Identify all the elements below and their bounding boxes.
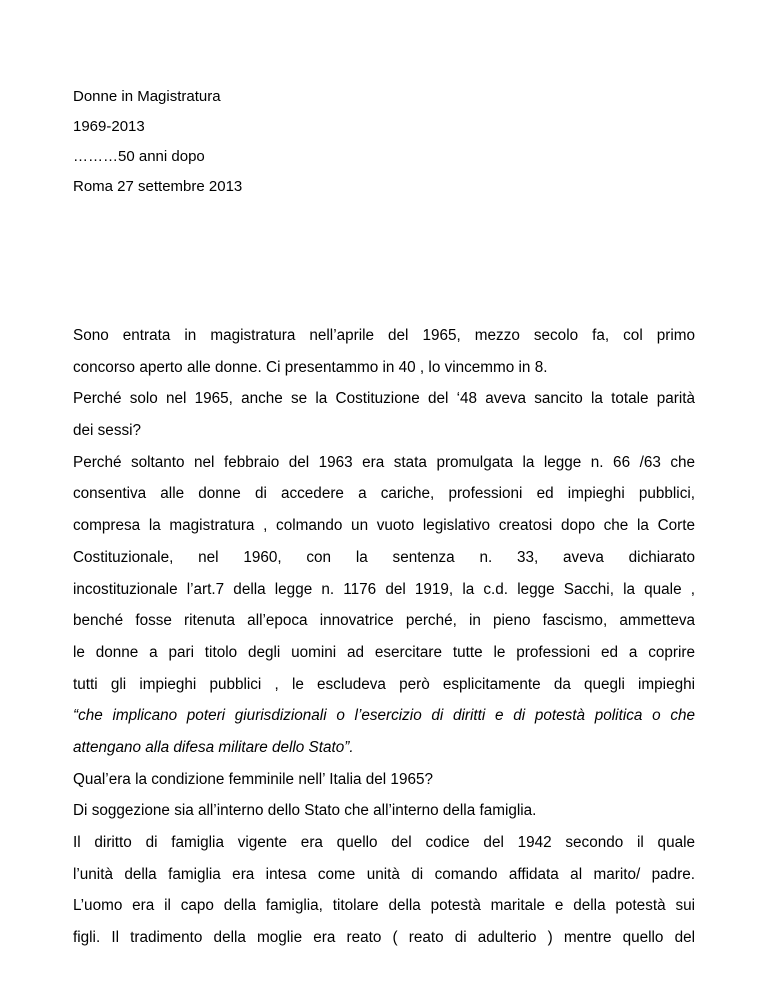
document-years: 1969-2013 xyxy=(73,118,145,135)
body-line: tutti gli impieghi pubblici , le escludeva però esplicitamente da quegli impieghi xyxy=(73,675,695,693)
body-line: Costituzionale, nel 1960, con la sentenza n. 33, aveva dichiarato xyxy=(73,548,695,566)
body-line-quote: “che implicano poteri giurisdizionali o l’esercizio di diritti e di potestà politica o che xyxy=(73,707,695,725)
document-title: Donne in Magistratura xyxy=(73,88,221,105)
body-line: dei sessi? xyxy=(73,422,142,440)
body-line: l’unità della famiglia era intesa come unità di comando affidata al marito/ padre. xyxy=(73,865,695,883)
document-body xyxy=(73,320,695,954)
body-line: Perché soltanto nel febbraio del 1963 era stata promulgata la legge n. 66 /63 che xyxy=(73,453,695,471)
body-line: le donne a pari titolo degli uomini ad esercitare tutte le professioni ed a coprire xyxy=(73,643,695,661)
body-line: compresa la magistratura , colmando un vuoto legislativo creatosi dopo che la Corte xyxy=(73,517,695,535)
body-line: benché fosse ritenuta all’epoca innovatrice perché, in pieno fascismo, ammetteva xyxy=(73,612,695,630)
document-header xyxy=(73,82,693,202)
document-place-date: Roma 27 settembre 2013 xyxy=(73,178,243,195)
body-line: consentiva alle donne di accedere a cariche, professioni ed impieghi pubblici, xyxy=(73,485,695,503)
body-line: Perché solo nel 1965, anche se la Costituzione del ‘48 aveva sancito la totale parità xyxy=(73,390,695,408)
body-line: Il diritto di famiglia vigente era quello del codice del 1942 secondo il quale xyxy=(73,834,695,851)
body-line-quote: attengano alla difesa militare dello Stato”. xyxy=(73,738,354,756)
body-line: incostituzionale l’art.7 della legge n. 1176 del 1919, la c.d. legge Sacchi, la quale , xyxy=(73,580,695,598)
body-line: Sono entrata in magistratura nell’aprile del 1965, mezzo secolo fa, col primo xyxy=(73,327,695,344)
body-line: concorso aperto alle donne. Ci presentammo in 40 , lo vincemmo in 8. xyxy=(73,358,548,376)
body-line: Qual’era la condizione femminile nell’ Italia del 1965? xyxy=(73,770,433,788)
body-line: Di soggezione sia all’interno dello Stato che all’interno della famiglia. xyxy=(73,802,537,820)
body-line: L’uomo era il capo della famiglia, titolare della potestà maritale e della potestà sui xyxy=(73,897,695,915)
document-subtitle: ………50 anni dopo xyxy=(73,148,205,165)
body-line: figli. Il tradimento della moglie era reato ( reato di adulterio ) mentre quello del xyxy=(73,929,695,947)
